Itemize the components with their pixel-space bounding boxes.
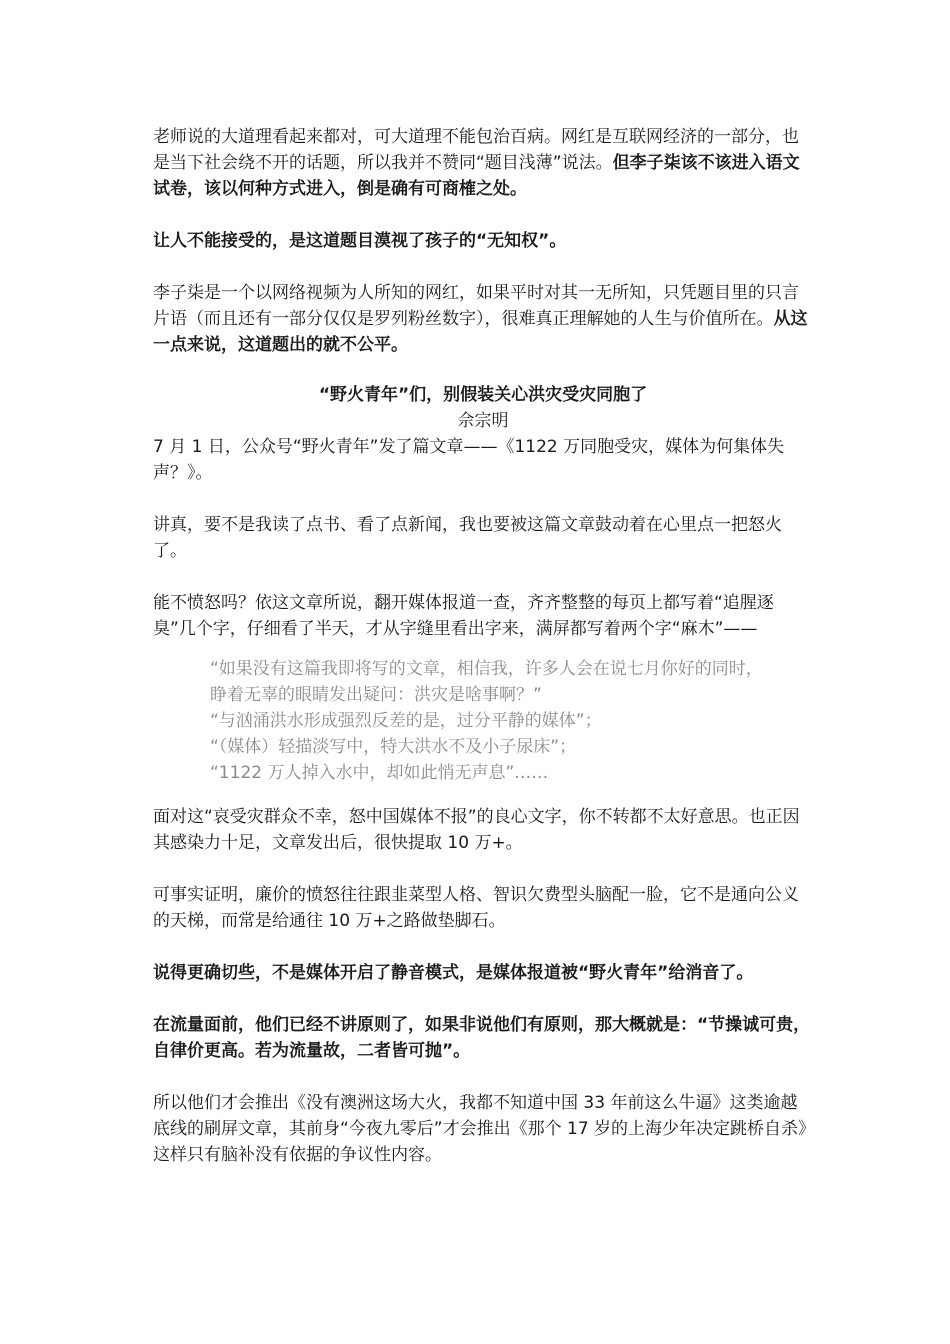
paragraph-intro-bold: 但李子柒该不该进入语文试卷，该以何种方式进入，倒是确有可商榷之处。 [153, 153, 800, 199]
article-paragraph-7-bold: 在流量面前，他们已经不讲原则了，如果非说他们有原则，那大概就是：“节操诚可贵，自律价更高。若为流量故，二者皆可抛”。 [153, 1015, 811, 1061]
article-author: 佘宗明 [457, 411, 509, 431]
article-paragraph-4: 面对这“哀受灾群众不幸，怒中国媒体不报”的良心文字，你不转都不太好意思。也正因其感染力十足，文章发出后，很快提取 10 万+。 [153, 807, 800, 853]
article-title: “野火青年”们，别假装关心洪灾受灾同胞了 [318, 385, 648, 405]
article-paragraph-2: 讲真，要不是我读了点书、看了点新闻，我也要被这篇文章鼓动着在心里点一把怒火了。 [153, 515, 782, 561]
paragraph-li-ziqi-bold: 从这一点来说，这道题出的就不公平。 [153, 309, 808, 355]
blockquote [153, 656, 770, 786]
article-paragraph-1: 7 月 1 日，公众号“野火青年”发了篇文章——《1122 万同胞受灾，媒体为何集体失声？》。 [153, 437, 785, 483]
article-paragraph-3: 能不愤怒吗？依这文章所说，翻开媒体报道一查，齐齐整整的每页上都写着“追腥逐臭”几个字，仔细看了半天，才从字缝里看出字来，满屏都写着两个字“麻木”—— [153, 593, 774, 639]
article-paragraph-5: 可事实证明，廉价的愤怒往往跟韭菜型人格、智识欠费型头脑配一脸，它不是通向公义的天梯，而常是给通往 10 万+之路做垫脚石。 [153, 885, 799, 931]
quote-line: “1122 万人掉入水中，却如此悄无声息”…… [210, 763, 549, 783]
paragraph-li-ziqi-text: 李子柒是一个以网络视频为人所知的网红，如果平时对其一无所知，只凭题目里的只言片语（而且还有一部分仅仅是罗列粉丝数字），很难真正理解她的人生与价值所在。 [153, 283, 799, 329]
quote-line: “如果没有这篇我即将写的文章，相信我，许多人会在说七月你好的同时，睁着无辜的眼睛发出疑问：洪灾是啥事啊？” [210, 659, 763, 705]
quote-line: “（媒体）轻描淡写中，特大洪水不及小子尿床”； [210, 737, 577, 757]
paragraph-ignorance-right: 让人不能接受的，是这道题目漠视了孩子的“无知权”。 [153, 231, 567, 251]
quote-line: “与汹涌洪水形成强烈反差的是，过分平静的媒体”； [210, 711, 602, 731]
paragraph-li-ziqi [153, 280, 813, 358]
article-paragraph-8: 所以他们才会推出《没有澳洲这场大火，我都不知道中国 33 年前这么牛逼》这类逾越底线的刷屏文章，其前身“今夜九零后”才会推出《那个 17 岁的上海少年决定跳桥自杀》这样只有脑补没有依据的争议性内容。 [153, 1093, 807, 1165]
paragraph-intro [153, 124, 813, 202]
document-body [153, 124, 813, 1194]
paragraph-intro-text: 老师说的大道理看起来都对，可大道理不能包治百病。网红是互联网经济的一部分，也是当下社会绕不开的话题，所以我并不赞同“题目浅薄”说法。 [153, 127, 799, 173]
article-paragraph-6-bold: 说得更确切些，不是媒体开启了静音模式，是媒体报道被“野火青年”给消音了。 [153, 963, 754, 983]
